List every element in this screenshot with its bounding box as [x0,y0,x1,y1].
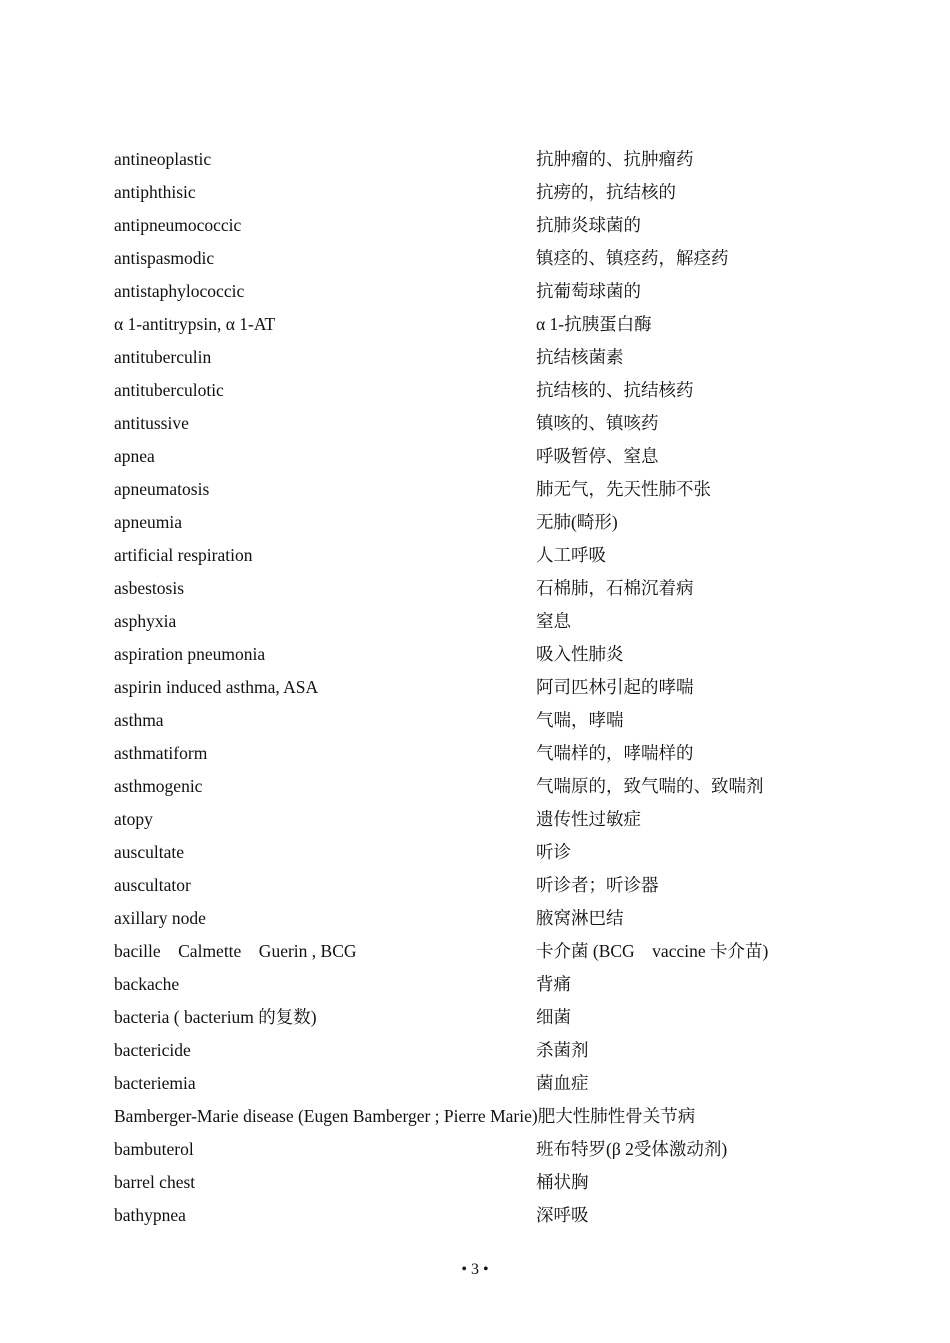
glossary-entry [0,1067,950,1100]
glossary-entry [0,1034,950,1067]
entry-term: bacteriemia [114,1073,196,1093]
entry-term: antituberculotic [114,380,224,400]
entry-definition: 班布特罗(β 2受体激动剂) [536,1139,728,1159]
entry-term: bathypnea [114,1205,186,1225]
page-number: • 3 • [461,1261,489,1278]
glossary-entry [0,176,950,209]
glossary-entry [0,836,950,869]
entry-term: bambuterol [114,1139,194,1159]
entry-definition: 深呼吸 [536,1205,589,1225]
entry-definition: 气喘，哮喘 [536,710,624,730]
entry-term: aspiration pneumonia [114,644,266,664]
entry-definition: 抗痨的，抗结核的 [536,182,676,202]
entry-definition: 石棉肺，石棉沉着病 [536,578,694,598]
glossary-entry [0,1199,950,1232]
glossary-entry [0,935,950,968]
entry-definition: 细菌 [536,1007,571,1027]
entry-term: antitussive [114,413,189,433]
glossary-entry [0,1133,950,1166]
glossary-entry [0,539,950,572]
glossary-entry [0,572,950,605]
entry-term: backache [114,974,180,994]
entry-definition: 背痛 [536,974,571,994]
entry-definition: 桶状胸 [536,1172,589,1192]
entry-definition: 抗肺炎球菌的 [536,215,641,235]
entry-definition: 抗结核的、抗结核药 [536,380,694,400]
glossary-entry [0,374,950,407]
entry-term: auscultate [114,842,184,862]
entry-term: barrel chest [114,1172,196,1192]
entry-term: asthmogenic [114,776,203,796]
glossary-entry [0,473,950,506]
entry-term: antituberculin [114,347,212,367]
entry-term: bactericide [114,1040,191,1060]
glossary-entry [0,341,950,374]
glossary-entry-full-line [0,1100,950,1133]
entry-definition: 人工呼吸 [536,545,606,565]
entry-definition: 杀菌剂 [536,1040,589,1060]
entry-term: α 1-antitrypsin, α 1-AT [114,314,276,334]
entry-term: bacille Calmette Guerin , BCG [114,941,357,961]
entry-term: apneumatosis [114,479,210,499]
entry-term: auscultator [114,875,191,895]
entry-term: bacteria ( bacterium 的复数) [114,1007,317,1027]
entry-definition: 抗葡萄球菌的 [536,281,641,301]
glossary-entry [0,671,950,704]
entry-definition: 抗肿瘤的、抗肿瘤药 [536,149,694,169]
entry-definition: 气喘样的，哮喘样的 [536,743,694,763]
entry-term: apnea [114,446,155,466]
entry-term: atopy [114,809,153,829]
glossary-entry [0,1166,950,1199]
glossary-entry [0,209,950,242]
entry-definition: 镇痉的、镇痉药，解痉药 [536,248,729,268]
glossary-entry [0,638,950,671]
entry-definition: 吸入性肺炎 [536,644,624,664]
entry-definition: 听诊 [536,842,571,862]
glossary-entry [0,407,950,440]
entry-definition: 听诊者；听诊器 [536,875,659,895]
glossary-entry [0,275,950,308]
glossary-entry [0,803,950,836]
entry-definition: 无肺(畸形) [536,512,618,532]
entry-definition: 腋窝淋巴结 [536,908,624,928]
glossary-entry [0,440,950,473]
glossary-entry [0,968,950,1001]
entry-term: apneumia [114,512,183,532]
entry-term: antispasmodic [114,248,215,268]
glossary-entry [0,1001,950,1034]
glossary-entry [0,737,950,770]
entry-term: axillary node [114,908,206,928]
entry-definition: α 1-抗胰蛋白酶 [536,314,652,334]
glossary-entry [0,605,950,638]
entry-term: artificial respiration [114,545,253,565]
entry-definition: 窒息 [536,611,571,631]
entry-definition: 遗传性过敏症 [536,809,641,829]
glossary-entry [0,143,950,176]
entry-full-text: Bamberger-Marie disease (Eugen Bamberger ; Pierre Marie)肥大性肺性骨关节病 [114,1106,696,1126]
entry-term: asthmatiform [114,743,208,763]
entry-definition: 抗结核菌素 [536,347,624,367]
glossary-entry [0,869,950,902]
entry-definition: 卡介菌 (BCG vaccine 卡介苗) [536,941,769,961]
entry-term: antiphthisic [114,182,196,202]
glossary-entry [0,242,950,275]
entry-term: antistaphylococcic [114,281,245,301]
entry-definition: 呼吸暂停、窒息 [536,446,659,466]
entry-term: antineoplastic [114,149,212,169]
glossary-entry [0,308,950,341]
entry-term: asbestosis [114,578,184,598]
entry-term: aspirin induced asthma, ASA [114,677,319,697]
entry-definition: 菌血症 [536,1073,589,1093]
glossary-entry [0,506,950,539]
entry-term: asthma [114,710,164,730]
entry-definition: 肺无气，先天性肺不张 [536,479,711,499]
glossary-entry [0,704,950,737]
glossary-entry [0,770,950,803]
glossary-entry [0,902,950,935]
entry-definition: 气喘原的，致气喘的、致喘剂 [536,776,764,796]
entry-definition: 阿司匹林引起的哮喘 [536,677,694,697]
entry-term: asphyxia [114,611,177,631]
entry-definition: 镇咳的、镇咳药 [536,413,659,433]
entry-term: antipneumococcic [114,215,242,235]
